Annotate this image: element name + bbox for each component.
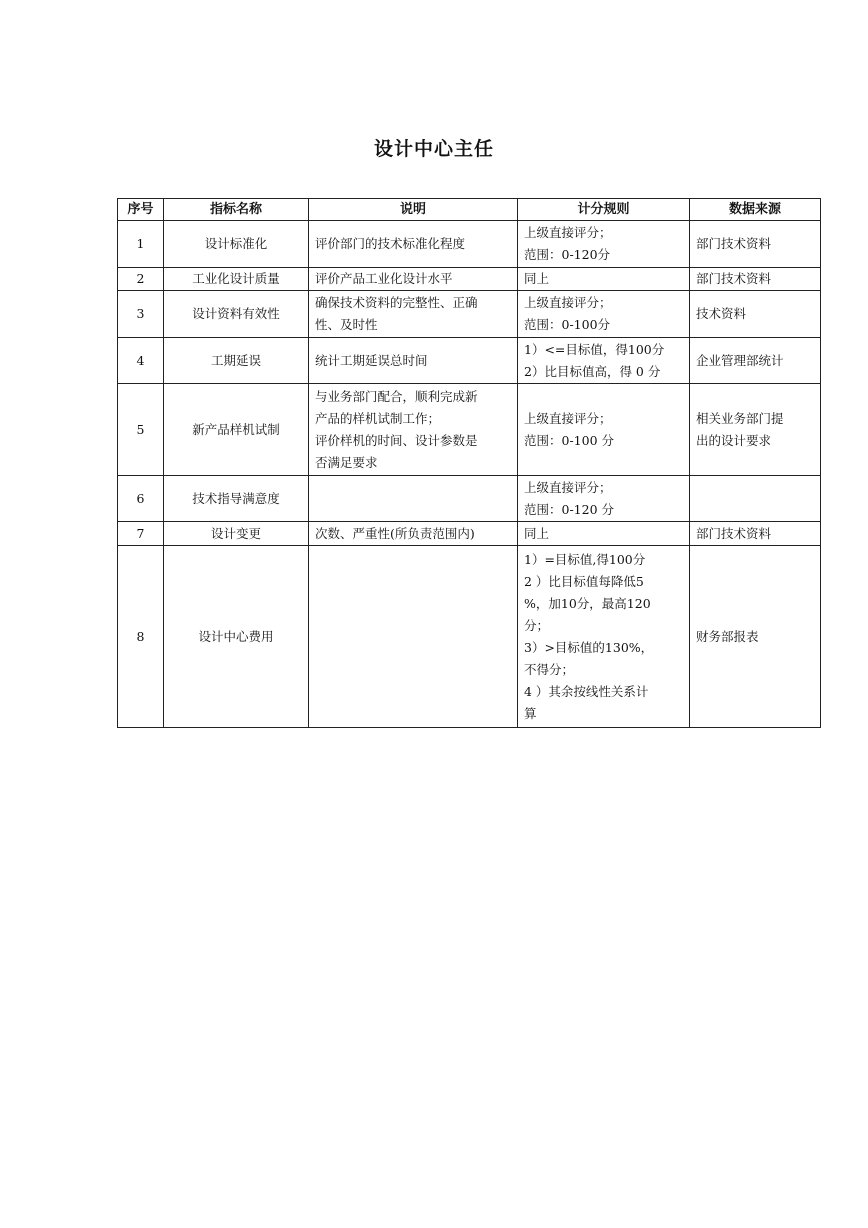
row-name: 工期延误 bbox=[164, 338, 309, 384]
row-name: 设计中心费用 bbox=[164, 546, 309, 728]
row-name: 新产品样机试制 bbox=[164, 384, 309, 476]
desc-line: 评价样机的时间、设计参数是 bbox=[315, 432, 478, 448]
rule-line: 1）<=目标值，得100分 bbox=[524, 341, 665, 357]
row-rule bbox=[518, 546, 690, 728]
page-title: 设计中心主任 bbox=[373, 138, 494, 160]
table-row bbox=[118, 268, 821, 291]
table-row bbox=[118, 338, 821, 384]
row-rule bbox=[518, 384, 690, 476]
row-name: 工业化设计质量 bbox=[164, 268, 309, 291]
table-row bbox=[118, 384, 821, 476]
header-rule: 计分规则 bbox=[518, 199, 690, 221]
row-no: 6 bbox=[118, 476, 164, 522]
row-rule bbox=[518, 338, 690, 384]
row-desc bbox=[309, 522, 518, 546]
rule-line: 2 ）比目标值每降低5 bbox=[524, 573, 644, 589]
header-source: 数据来源 bbox=[690, 199, 821, 221]
desc-line: 确保技术资料的完整性、正确 bbox=[315, 295, 478, 310]
row-desc bbox=[309, 221, 518, 268]
row-source bbox=[690, 546, 821, 728]
desc-line: 评价部门的技术标准化程度 bbox=[315, 236, 466, 251]
rule-line: 范围：0-100分 bbox=[524, 317, 611, 332]
source-line: 部门技术资料 bbox=[696, 271, 772, 286]
table-header-row bbox=[118, 199, 821, 221]
row-no: 5 bbox=[118, 384, 164, 476]
desc-line: 否满足要求 bbox=[315, 454, 378, 470]
source-line: 出的设计要求 bbox=[696, 432, 772, 448]
row-name: 设计资料有效性 bbox=[164, 291, 309, 338]
row-no: 7 bbox=[118, 522, 164, 546]
row-rule bbox=[518, 522, 690, 546]
rule-line: 同上 bbox=[524, 525, 550, 541]
rule-line: 4 ）其余按线性关系计 bbox=[524, 683, 649, 699]
row-desc bbox=[309, 476, 518, 522]
desc-line: 性、及时性 bbox=[315, 317, 378, 332]
row-name: 技术指导满意度 bbox=[164, 476, 309, 522]
table-row bbox=[118, 221, 821, 268]
rule-line: 范围：0-120分 bbox=[524, 247, 611, 262]
table-row bbox=[118, 522, 821, 546]
row-source bbox=[690, 338, 821, 384]
row-name: 设计标准化 bbox=[164, 221, 309, 268]
source-line: 相关业务部门提 bbox=[696, 410, 784, 426]
desc-line: 与业务部门配合，顺利完成新 bbox=[315, 388, 478, 404]
rule-line: 上级直接评分； bbox=[524, 479, 612, 495]
row-source bbox=[690, 476, 821, 522]
rule-line: 范围：0-100 分 bbox=[524, 432, 615, 448]
rule-line: %，加10分，最高120 bbox=[524, 595, 651, 611]
rule-line: 3）>目标值的130%， bbox=[524, 639, 654, 655]
row-desc bbox=[309, 268, 518, 291]
row-no: 3 bbox=[118, 291, 164, 338]
rule-line: 2）比目标值高，得 0 分 bbox=[524, 363, 661, 379]
desc-line: 评价产品工业化设计水平 bbox=[315, 271, 453, 286]
row-desc bbox=[309, 384, 518, 476]
table-row bbox=[118, 476, 821, 522]
rule-line: 分； bbox=[524, 617, 550, 633]
rule-line: 不得分； bbox=[524, 661, 575, 677]
row-rule bbox=[518, 268, 690, 291]
rule-line: 范围：0-120 分 bbox=[524, 501, 615, 517]
row-source bbox=[690, 291, 821, 338]
row-no: 8 bbox=[118, 546, 164, 728]
source-line: 技术资料 bbox=[696, 306, 747, 321]
source-line: 财务部报表 bbox=[696, 628, 759, 644]
kpi-table bbox=[117, 198, 821, 728]
header-name: 指标名称 bbox=[164, 199, 309, 221]
rule-line: 1）=目标值,得100分 bbox=[524, 551, 646, 567]
desc-line: 产品的样机试制工作； bbox=[315, 410, 441, 426]
row-source bbox=[690, 522, 821, 546]
row-source bbox=[690, 221, 821, 268]
row-desc bbox=[309, 546, 518, 728]
row-source bbox=[690, 268, 821, 291]
row-no: 4 bbox=[118, 338, 164, 384]
row-name: 设计变更 bbox=[164, 522, 309, 546]
row-rule bbox=[518, 291, 690, 338]
source-line: 企业管理部统计 bbox=[696, 352, 784, 368]
source-line: 部门技术资料 bbox=[696, 236, 772, 251]
table-row bbox=[118, 291, 821, 338]
rule-line: 上级直接评分； bbox=[524, 295, 612, 310]
rule-line: 上级直接评分； bbox=[524, 225, 612, 240]
row-rule bbox=[518, 476, 690, 522]
desc-line: 统计工期延误总时间 bbox=[315, 352, 428, 368]
header-desc: 说明 bbox=[309, 199, 518, 221]
header-no: 序号 bbox=[118, 199, 164, 221]
row-no: 2 bbox=[118, 268, 164, 291]
rule-line: 算 bbox=[524, 705, 537, 721]
row-desc bbox=[309, 338, 518, 384]
table-row bbox=[118, 546, 821, 728]
source-line: 部门技术资料 bbox=[696, 525, 772, 541]
row-desc bbox=[309, 291, 518, 338]
row-source bbox=[690, 384, 821, 476]
rule-line: 上级直接评分； bbox=[524, 410, 612, 426]
row-no: 1 bbox=[118, 221, 164, 268]
rule-line: 同上 bbox=[524, 271, 550, 286]
row-rule bbox=[518, 221, 690, 268]
desc-line: 次数、严重性(所负责范围内) bbox=[315, 525, 475, 541]
